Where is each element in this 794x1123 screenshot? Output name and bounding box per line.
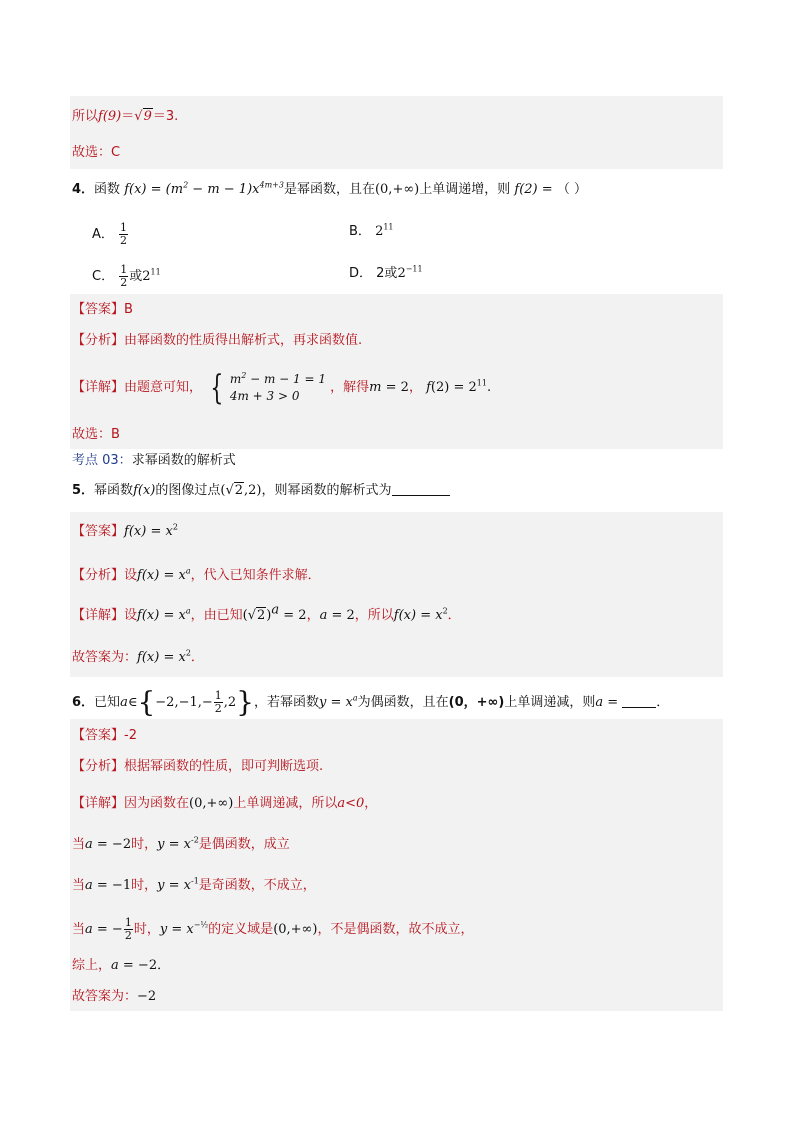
equation-system: { $m^2 - m - 1 = 1$ 4m + 3 > 0	[210, 367, 327, 408]
answer-blank	[392, 481, 450, 496]
q6-conclusion: 故答案为：−2	[72, 989, 157, 1004]
q6-summary: 综上，a = −2．	[72, 958, 171, 973]
q5-detail: 【详解】设$f(x) = x^a$，由已知$(√2)^a = 2$，a = 2，所以$f(x) = x^2$．	[72, 602, 461, 623]
q5-analysis: 【分析】设$f(x) = x^a$，代入已知条件求解．	[72, 566, 321, 583]
topic-heading: 考点 03：求幂函数的解析式	[72, 453, 236, 468]
q4-function-expression: $f(x) = (m^2 - m - 1)x^{4m+3}$	[124, 180, 284, 197]
question-5-stem: 5．幂函数f(x)的图像过点(√2,2)，则幂函数的解析式为	[72, 481, 450, 501]
q5-answer: 【答案】$f(x) = x^2$	[72, 522, 178, 539]
q4-f2: f(2) =	[510, 182, 553, 197]
sqrt-expression: √9	[134, 109, 152, 124]
question-6-stem: 6．已知a∈{−2,−1,− $\frac{1}{2}$ ,2}，若幂函数$y = x^a$为偶函数，且在(0，+∞)上单调递减，则a = ．	[72, 685, 670, 719]
option-c: C． $\frac{1}{2}$ 或$2^{11}$	[92, 263, 161, 289]
option-a: A． $\frac{1}{2}$	[92, 221, 128, 247]
q5-conclusion: 故答案为：$f(x) = x^2$．	[72, 648, 204, 665]
fraction-one-half: $\frac{1}{2}$	[124, 916, 132, 942]
q4-analysis: 【分析】由幂函数的性质得出解析式，再求函数值.	[72, 333, 363, 348]
q6-detail: 【详解】因为函数在(0,+∞)上单调递减，所以a<0，	[72, 796, 378, 811]
option-d: D． 2或$2^{-11}$	[349, 264, 423, 281]
fraction-one-half: $\frac{1}{2}$	[120, 263, 128, 289]
option-b: B． $2^{11}$	[349, 222, 394, 239]
fraction-one-half: $\frac{1}{2}$	[214, 689, 222, 715]
fraction-one-half: $\frac{1}{2}$	[120, 221, 128, 247]
q6-case-1: 当a = −2时，$y = x^{-2}$是偶函数，成立	[72, 835, 290, 852]
solution-line-result: 所以f(9)＝√9＝3.	[72, 109, 179, 124]
q6-case-3: 当a = − $\frac{1}{2}$ 时，$y = x^{-\frac{1}{2}}$的定义域是(0,+∞)，不是偶函数，故不成立，	[72, 916, 474, 942]
solution-choice: 故选：C	[72, 145, 121, 160]
q4-detail: 【详解】由题意可知， { $m^2 - m - 1 = 1$ 4m + 3 > 0 ，解得m = 2， $f(2) = 2^{11}$.	[72, 367, 492, 408]
q6-answer: 【答案】-2	[72, 728, 137, 743]
q6-case-2: 当a = −1时，$y = x^{-1}$是奇函数，不成立，	[72, 876, 316, 893]
q4-answer: 【答案】B	[72, 302, 133, 317]
answer-blank	[622, 693, 656, 708]
q4-interval: (0,+∞)	[374, 182, 420, 197]
question-4-stem: 4．函数 $f(x) = (m^2 - m - 1)x^{4m+3}$是幂函数，且在(0,+∞)上单调递增，则 f(2) = （ ）	[72, 180, 587, 197]
q4-conclusion: 故选：B	[72, 427, 120, 442]
q6-analysis: 【分析】根据幂函数的性质，即可判断选项.	[72, 759, 324, 774]
